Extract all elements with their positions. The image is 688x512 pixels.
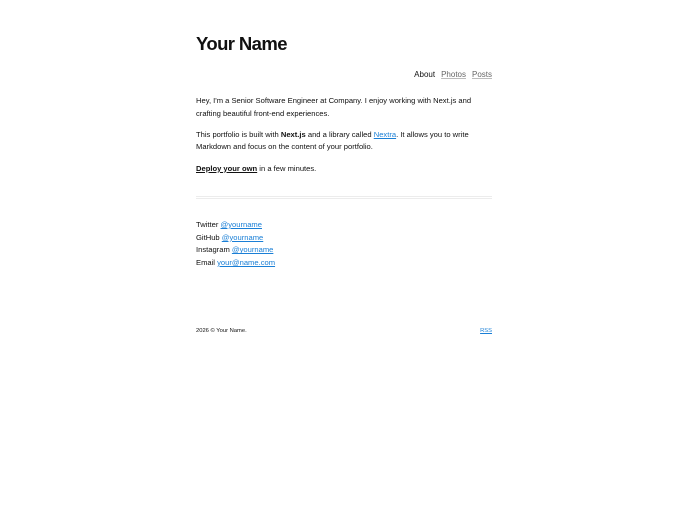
intro-paragraph-1: Hey, I'm a Senior Software Engineer at Company. I enjoy working with Next.js and crafting beautiful front-end experiences.: [196, 96, 472, 118]
twitter-link[interactable]: @yourname: [220, 220, 262, 229]
deploy-link[interactable]: Deploy your own: [196, 163, 258, 173]
copyright-text: 2026 © Your Name.: [196, 328, 247, 334]
intro-paragraph-2: [196, 129, 492, 154]
site-title: Your Name: [196, 33, 287, 54]
social-label-instagram: Instagram: [196, 245, 230, 255]
email-link[interactable]: your@name.com: [217, 257, 276, 267]
social-row-twitter: [196, 219, 275, 232]
intro-p2-text-middle: and a library called: [305, 129, 374, 139]
section-divider: [196, 196, 492, 199]
social-row-github: [196, 232, 275, 245]
intro-paragraph-3: [196, 163, 492, 176]
nav-about[interactable]: About: [414, 70, 436, 79]
rss-link[interactable]: RSS: [480, 328, 492, 334]
social-row-instagram: [196, 244, 275, 257]
top-nav: [414, 69, 492, 80]
nextra-link[interactable]: Nextra: [373, 129, 397, 139]
nav-posts[interactable]: Posts: [471, 70, 492, 79]
intro-p3-text: in a few minutes.: [257, 163, 317, 173]
social-label-github: GitHub: [196, 232, 220, 242]
intro-content: [196, 95, 492, 184]
social-row-email: [196, 257, 275, 270]
social-label-email: Email: [196, 257, 215, 267]
intro-p2-text-start: This portfolio is built with: [196, 129, 281, 139]
social-label-twitter: Twitter: [196, 220, 219, 229]
github-link[interactable]: @yourname: [221, 232, 264, 242]
social-links: [196, 219, 275, 269]
nav-photos[interactable]: Photos: [441, 70, 466, 79]
nextjs-bold: Next.js: [280, 129, 306, 139]
instagram-link[interactable]: @yourname: [231, 245, 274, 255]
intro-p2-text-end: . It allows you to write Markdown and focus on the content of your portfolio.: [196, 129, 469, 152]
